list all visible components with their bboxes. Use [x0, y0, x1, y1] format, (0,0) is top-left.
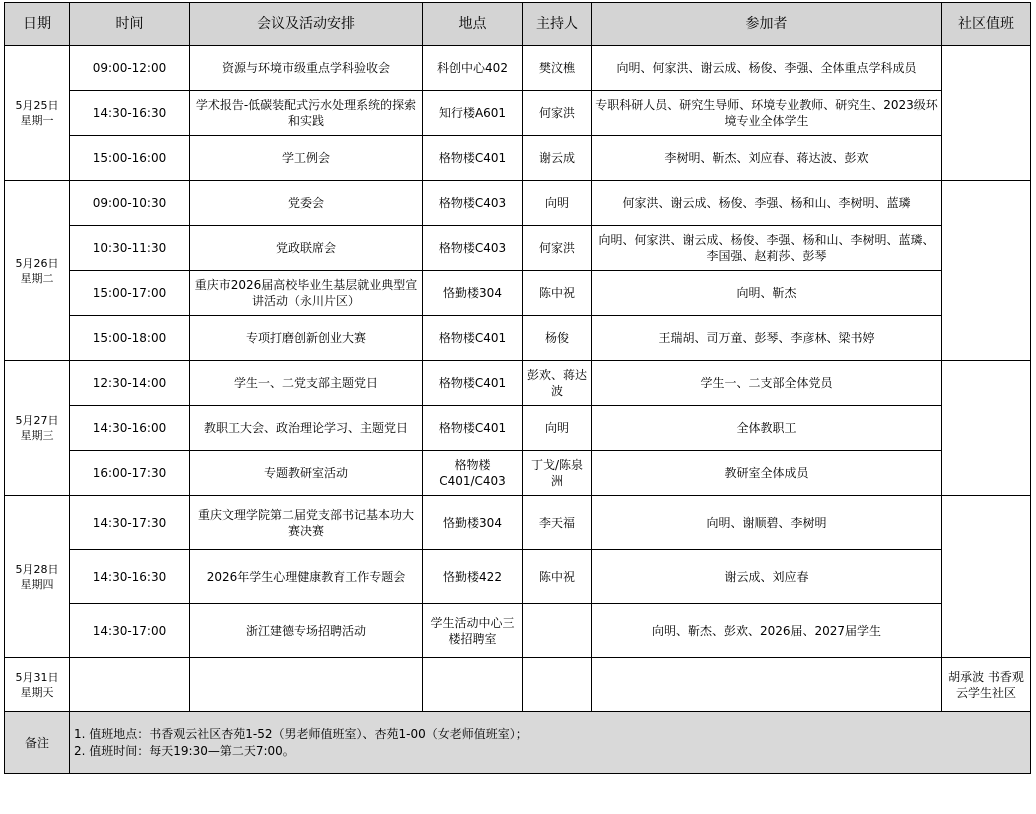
- header-location: 地点: [423, 3, 523, 46]
- time-cell: 14:30-16:00: [70, 406, 190, 451]
- schedule-row: [5, 136, 1031, 181]
- notes-label: 备注: [5, 712, 70, 774]
- location-cell: 格物楼C401: [423, 136, 523, 181]
- time-cell: 14:30-16:30: [70, 91, 190, 136]
- notes-line-1: 1. 值班地点：书香观云社区杏苑1-52（男老师值班室）、杏苑1-00（女老师值班室）；: [74, 726, 528, 741]
- schedule-row: [5, 226, 1031, 271]
- host-cell: 陈中祝: [523, 271, 592, 316]
- location-cell: 格物楼C401/C403: [423, 451, 523, 496]
- host-cell: 向明: [523, 181, 592, 226]
- location-cell: 格物楼C401: [423, 316, 523, 361]
- activity-cell: 重庆市2026届高校毕业生基层就业典型宣讲活动（永川片区）: [190, 271, 423, 316]
- host-cell: 彭欢、蒋达波: [523, 361, 592, 406]
- schedule-row: [5, 451, 1031, 496]
- activity-cell: 专题教研室活动: [190, 451, 423, 496]
- host-cell: 何家洪: [523, 91, 592, 136]
- header-date: 日期: [5, 3, 70, 46]
- date-text: 5月25日: [15, 99, 59, 112]
- header-duty: 社区值班: [942, 3, 1031, 46]
- time-cell: 15:00-18:00: [70, 316, 190, 361]
- weekday-text: 星期二: [20, 271, 54, 285]
- host-cell: 李天福: [523, 496, 592, 550]
- activity-cell: 资源与环境市级重点学科验收会: [190, 46, 423, 91]
- time-cell: 12:30-14:00: [70, 361, 190, 406]
- activity-cell: 党委会: [190, 181, 423, 226]
- time-cell: [70, 658, 190, 712]
- time-cell: 14:30-16:30: [70, 550, 190, 604]
- location-cell: 格物楼C401: [423, 406, 523, 451]
- location-cell: 格物楼C403: [423, 226, 523, 271]
- attendees-cell: 全体教职工: [592, 406, 942, 451]
- weekday-text: 星期四: [20, 577, 54, 591]
- host-cell: 谢云成: [523, 136, 592, 181]
- attendees-cell: 专职科研人员、研究生导师、环境专业教师、研究生、2023级环境专业全体学生: [592, 91, 942, 136]
- attendees-cell: 何家洪、谢云成、杨俊、李强、杨和山、李树明、蓝璘: [592, 181, 942, 226]
- activity-cell: 学工例会: [190, 136, 423, 181]
- location-cell: 恪勤楼422: [423, 550, 523, 604]
- header-activity: 会议及活动安排: [190, 3, 423, 46]
- time-cell: 09:00-10:30: [70, 181, 190, 226]
- location-cell: 学生活动中心三楼招聘室: [423, 604, 523, 658]
- schedule-row: [5, 316, 1031, 361]
- duty-cell: [942, 46, 1031, 181]
- location-cell: 科创中心402: [423, 46, 523, 91]
- host-cell: [523, 658, 592, 712]
- location-cell: 知行楼A601: [423, 91, 523, 136]
- host-cell: [523, 604, 592, 658]
- location-cell: 恪勤楼304: [423, 271, 523, 316]
- attendees-cell: 王瑞胡、司万童、彭琴、李彦林、梁书婷: [592, 316, 942, 361]
- date-text: 5月28日: [15, 562, 59, 576]
- schedule-row: [5, 46, 1031, 91]
- time-cell: 15:00-17:00: [70, 271, 190, 316]
- activity-cell: 学生一、二党支部主题党日: [190, 361, 423, 406]
- schedule-row: [5, 406, 1031, 451]
- attendees-cell: 李树明、靳杰、刘应春、蒋达波、彭欢: [592, 136, 942, 181]
- activity-cell: 浙江建德专场招聘活动: [190, 604, 423, 658]
- host-cell: 丁戈/陈泉洲: [523, 451, 592, 496]
- schedule-body: [5, 46, 1031, 712]
- duty-cell: 胡承波 书香观云学生社区: [942, 658, 1031, 712]
- time-cell: 15:00-16:00: [70, 136, 190, 181]
- schedule-row: [5, 550, 1031, 604]
- attendees-cell: [592, 658, 942, 712]
- duty-cell: [942, 496, 1031, 658]
- weekday-text: 星期一: [20, 114, 54, 127]
- activity-cell: [190, 658, 423, 712]
- time-cell: 10:30-11:30: [70, 226, 190, 271]
- date-text: 5月31日: [15, 670, 59, 684]
- attendees-cell: 学生一、二支部全体党员: [592, 361, 942, 406]
- activity-cell: 2026年学生心理健康教育工作专题会: [190, 550, 423, 604]
- notes-body: [70, 712, 1031, 774]
- attendees-cell: 向明、谢顺碧、李树明: [592, 496, 942, 550]
- time-cell: 14:30-17:30: [70, 496, 190, 550]
- header-row: [5, 3, 1031, 46]
- time-cell: 14:30-17:00: [70, 604, 190, 658]
- header-host: 主持人: [523, 3, 592, 46]
- time-cell: 09:00-12:00: [70, 46, 190, 91]
- host-cell: 樊汶樵: [523, 46, 592, 91]
- host-cell: 杨俊: [523, 316, 592, 361]
- location-cell: [423, 658, 523, 712]
- date-cell: [5, 496, 70, 658]
- schedule-row: [5, 361, 1031, 406]
- date-text: 5月26日: [15, 256, 59, 270]
- attendees-cell: 向明、何家洪、谢云成、杨俊、李强、杨和山、李树明、蓝璘、李国强、赵莉莎、彭琴: [592, 226, 942, 271]
- date-cell: [5, 658, 70, 712]
- schedule-row: [5, 496, 1031, 550]
- schedule-row: [5, 91, 1031, 136]
- attendees-cell: 谢云成、刘应春: [592, 550, 942, 604]
- host-cell: 何家洪: [523, 226, 592, 271]
- date-cell: [5, 181, 70, 361]
- weekday-text: 星期三: [20, 429, 54, 442]
- attendees-cell: 向明、靳杰、彭欢、2026届、2027届学生: [592, 604, 942, 658]
- activity-cell: 专项打磨创新创业大赛: [190, 316, 423, 361]
- schedule-row: [5, 271, 1031, 316]
- attendees-cell: 教研室全体成员: [592, 451, 942, 496]
- host-cell: 陈中祝: [523, 550, 592, 604]
- attendees-cell: 向明、靳杰: [592, 271, 942, 316]
- activity-cell: 党政联席会: [190, 226, 423, 271]
- schedule-row: [5, 181, 1031, 226]
- attendees-cell: 向明、何家洪、谢云成、杨俊、李强、全体重点学科成员: [592, 46, 942, 91]
- host-cell: 向明: [523, 406, 592, 451]
- header-time: 时间: [70, 3, 190, 46]
- date-text: 5月27日: [15, 414, 59, 427]
- schedule-table: [4, 2, 1031, 774]
- location-cell: 恪勤楼304: [423, 496, 523, 550]
- duty-cell: [942, 181, 1031, 361]
- schedule-row: [5, 658, 1031, 712]
- notes-row: [5, 712, 1031, 774]
- location-cell: 格物楼C401: [423, 361, 523, 406]
- notes-line-2: 2. 值班时间：每天19:30—第二天7:00。: [74, 743, 295, 758]
- time-cell: 16:00-17:30: [70, 451, 190, 496]
- date-cell: [5, 46, 70, 181]
- header-attendees: 参加者: [592, 3, 942, 46]
- schedule-row: [5, 604, 1031, 658]
- activity-cell: 学术报告-低碳装配式污水处理系统的探索和实践: [190, 91, 423, 136]
- location-cell: 格物楼C403: [423, 181, 523, 226]
- duty-cell: [942, 361, 1031, 496]
- activity-cell: 教职工大会、政治理论学习、主题党日: [190, 406, 423, 451]
- weekday-text: 星期天: [20, 685, 54, 699]
- activity-cell: 重庆文理学院第二届党支部书记基本功大赛决赛: [190, 496, 423, 550]
- date-cell: [5, 361, 70, 496]
